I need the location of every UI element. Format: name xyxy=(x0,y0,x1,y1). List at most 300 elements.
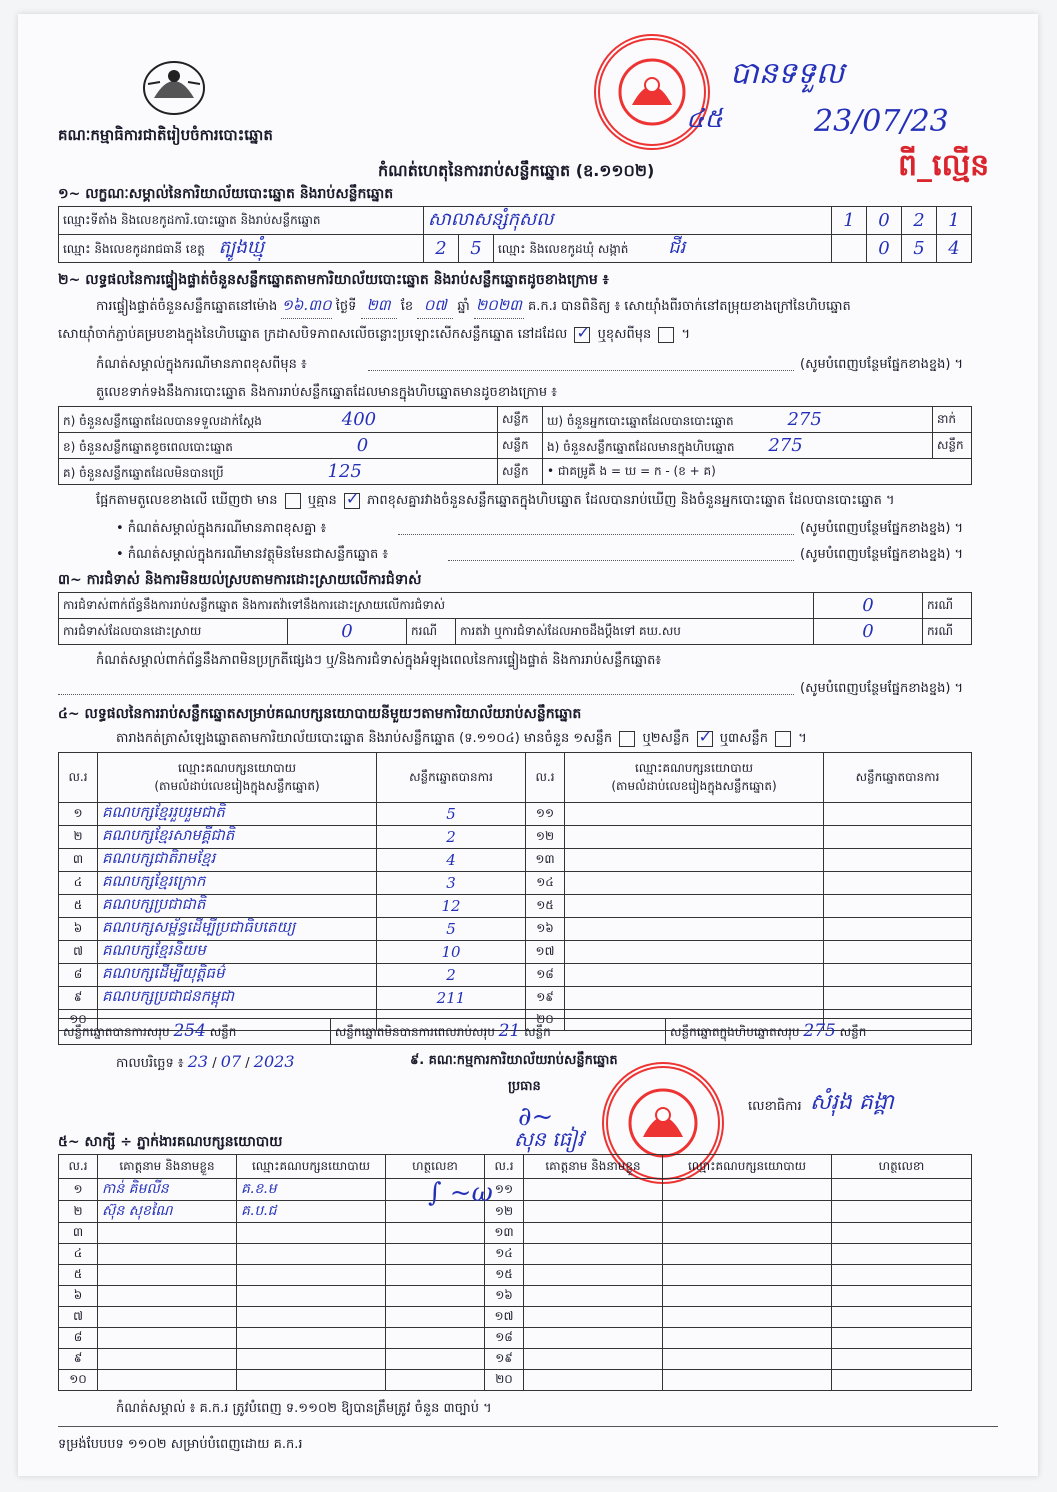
party-votes-right xyxy=(824,895,972,918)
w-col-no: ល.រ xyxy=(59,1155,98,1179)
witness-name-right xyxy=(524,1307,663,1328)
party-votes: 12 xyxy=(377,895,526,918)
s4-sum1-label: សន្លឹកឆ្នោតបានការសរុប xyxy=(63,1025,170,1039)
s2-bullet2: • កំណត់សម្គាល់ក្នុងករណីមានវត្ថុមិនមែនជាសន្លឹកឆ្នោត ៖ xyxy=(116,547,389,562)
s3-row2-value: 0 xyxy=(288,619,407,645)
s3-row2-unit: ករណី xyxy=(407,619,456,645)
witness-party xyxy=(237,1307,386,1328)
s4-date-year: 2023 xyxy=(253,1052,295,1071)
witness-party-right xyxy=(663,1179,832,1201)
s1-row2-label xyxy=(59,235,424,263)
s2-day: ២៣ xyxy=(361,296,397,319)
witness-sign xyxy=(386,1265,485,1286)
party-votes: 10 xyxy=(377,941,526,964)
s3-row2-value2: 0 xyxy=(814,619,923,645)
witness-party-right xyxy=(663,1349,832,1370)
section5-title: ៥~ សាក្សី ÷ ភ្នាក់ងារគណបក្សនយោបាយ xyxy=(58,1134,283,1150)
witness-no: ១០ xyxy=(59,1370,98,1391)
s4-intro-b: ឬ២សន្លឹក xyxy=(642,731,690,746)
witness-party xyxy=(237,1370,386,1391)
party-name-right xyxy=(565,918,824,941)
witness-sign-right xyxy=(832,1286,972,1307)
witness-party-right xyxy=(663,1201,832,1223)
witness-sign-right xyxy=(832,1349,972,1370)
w-col-sign-right: ហត្ថលេខា xyxy=(832,1155,972,1179)
party-name-right xyxy=(565,803,824,826)
witness-sign-right xyxy=(832,1328,972,1349)
party-votes-right xyxy=(824,987,972,1010)
witness-name xyxy=(98,1244,237,1265)
w-col-party-right: ឈ្មោះគណបក្សនយោបាយ xyxy=(663,1155,832,1179)
witness-sign xyxy=(386,1370,485,1391)
witness-row xyxy=(59,1349,972,1370)
s3-row2-unit2: ករណី xyxy=(923,619,972,645)
s2-gh-label: ឃ) ចំនួនអ្នកបោះឆ្នោតដែលបានបោះឆ្នោត xyxy=(547,413,734,428)
witness-sign-right xyxy=(832,1265,972,1286)
s2-compare-c: ភាពខុសគ្នារវាងចំនួនសន្លឹកឆ្នោតក្នុងហិបឆ្នោត ដែលបានរាប់ឃើញ និងចំនួនអ្នកបោះឆ្នោត ដែលបានបោះឆ្នោត ។ xyxy=(367,493,895,508)
s4-sum3-value: 275 xyxy=(803,1021,836,1041)
party-no: ៣ xyxy=(59,849,98,872)
witness-party: គ.ខ.ម xyxy=(237,1179,386,1201)
witness-party-right xyxy=(663,1286,832,1307)
party-name-right xyxy=(565,987,824,1010)
s4-sum3 xyxy=(666,1019,972,1045)
party-votes-right xyxy=(824,803,972,826)
witness-no-right: ១២ xyxy=(485,1201,524,1223)
s2-line2: សោយ៉ាំចាក់ភ្ជាប់គម្របខាងក្នុងនៃហិបឆ្នោត ក្រដាសបិទភាពសលើចន្លោះប្រឡោះសើកសន្លឹកឆ្នោត នៅដដែល ✓ ឬខុសពីមុន ។ xyxy=(58,326,690,345)
col-party xyxy=(98,753,377,803)
party-name-right xyxy=(565,941,824,964)
witness-name-right xyxy=(524,1201,663,1223)
form-title: កំណត់ហេតុនៃការរាប់សន្លឹកឆ្នោត (ឧ.១១០២) xyxy=(378,161,655,180)
witness-name: កាន់ គិមលីន xyxy=(98,1179,237,1201)
s3-row1-label: ការជំទាស់ពាក់ព័ន្ធនឹងការរាប់សន្លឹកឆ្នោត និងការតវ៉ាទៅនឹងការដោះស្រាយលើការជំទាស់ xyxy=(59,593,814,619)
footer-divider xyxy=(58,1426,998,1427)
party-no-right: ១៣ xyxy=(526,849,565,872)
party-no-right: ១៧ xyxy=(526,941,565,964)
stamp-emblem-icon xyxy=(627,1087,699,1159)
s1-code-digit: 2 xyxy=(902,207,937,235)
s2-ko-unit: សន្លឹក xyxy=(498,459,543,485)
party-votes-right xyxy=(824,826,972,849)
s2-row-kh xyxy=(59,433,498,459)
witness-no: ៥ xyxy=(59,1265,98,1286)
s2-line3: កំណត់សម្គាល់ក្នុងករណីមានភាពខុសពីមុន ៖ xyxy=(96,357,307,372)
s1-commune-label: ឈ្មោះ និងលេខកូដឃុំ សង្កាត់ xyxy=(498,242,629,256)
handwritten-received-date: 23/07/23 xyxy=(814,104,949,139)
witness-name xyxy=(98,1265,237,1286)
witness-name-right xyxy=(524,1179,663,1201)
s2-year: ២០២៣ xyxy=(474,296,524,319)
party-votes-right xyxy=(824,872,972,895)
witness-name xyxy=(98,1370,237,1391)
party-no-right: ១៥ xyxy=(526,895,565,918)
s1-empty-cell xyxy=(832,235,867,263)
witness-party-right xyxy=(663,1244,832,1265)
witness-row xyxy=(59,1307,972,1328)
s3-row1-unit: ករណី xyxy=(923,593,972,619)
party-votes: 5 xyxy=(377,918,526,941)
witness-no: ៣ xyxy=(59,1223,98,1244)
party-name: គណបក្សខ្មែរនិយម xyxy=(98,941,377,964)
s4-sum2 xyxy=(330,1019,665,1045)
s2-line1-b: ថ្ងៃទី xyxy=(335,299,357,314)
s4-sum1 xyxy=(59,1019,331,1045)
s2-row-ng xyxy=(543,433,933,459)
witness-table xyxy=(58,1154,972,1391)
s3-fill-note: (សូមបំពេញបន្ថែមផ្នែកខាងខ្នង) ។ xyxy=(800,681,964,696)
party-votes: 2 xyxy=(377,826,526,849)
witness-no-right: ២០ xyxy=(485,1370,524,1391)
s2-figures-table xyxy=(58,406,972,485)
s2-line3-dots xyxy=(368,370,794,371)
party-votes: 2 xyxy=(377,964,526,987)
col-party-right-sub: (តាមលំដាប់លេខរៀងក្នុងសន្លឹកឆ្នោត) xyxy=(611,778,777,793)
s4-intro-c: ឬ៣សន្លឹក xyxy=(719,731,768,746)
s1-code-digit: 1 xyxy=(937,207,972,235)
witness-no-right: ១៣ xyxy=(485,1223,524,1244)
witness-no: ៧ xyxy=(59,1307,98,1328)
party-name-right xyxy=(565,826,824,849)
witness-no: ៦ xyxy=(59,1286,98,1307)
section2-title: ២~ លទ្ធផលនៃការផ្ទៀងផ្ទាត់ចំនួនសន្លឹកឆ្នោតតាមការិយាល័យបោះឆ្នោត និងរាប់សន្លឹកឆ្នោតដូចខាងក្រោម ៖ xyxy=(58,272,609,288)
party-row xyxy=(59,941,972,964)
witness-sign xyxy=(386,1286,485,1307)
stamp-emblem-icon xyxy=(617,57,687,127)
s5-footnote: កំណត់សម្គាល់ ៖ គ.ក.រ ត្រូវបំពេញ ទ.១១០២ ឱ្យបានត្រឹមត្រូវ ចំនួន ៣ច្បាប់ ។ xyxy=(116,1401,492,1416)
s1-code-digit: 0 xyxy=(867,207,902,235)
s2-line1-d: ឆ្នាំ xyxy=(457,299,470,314)
s1-commune-cell xyxy=(494,235,832,263)
s2-month: ០៧ xyxy=(417,296,453,319)
two-sheet-checkbox[interactable] xyxy=(697,731,713,747)
s1-province-code-digit: 2 xyxy=(424,235,459,263)
witness-sign xyxy=(386,1349,485,1370)
witness-name-right xyxy=(524,1370,663,1391)
s2-gh-value: 275 xyxy=(787,408,822,430)
party-votes-right xyxy=(824,849,972,872)
s2-ng-value: 275 xyxy=(768,434,803,456)
witness-name-right xyxy=(524,1349,663,1370)
s2-line1-a: ការផ្ទៀងផ្ទាត់ចំនួនសន្លឹកឆ្នោតនៅម៉ោង xyxy=(96,299,278,314)
s2-row-ko xyxy=(59,459,498,485)
section1-title: ១~ លក្ខណៈសម្គាល់នៃការិយាល័យបោះឆ្នោត និងរាប់សន្លឹកឆ្នោត xyxy=(58,186,394,202)
s2-line4: តួលេខទាក់ទងនឹងការបោះឆ្នោត និងការរាប់សន្លឹកឆ្នោតដែលមានក្នុងហិបឆ្នោតមានដូចខាងក្រោម ៖ xyxy=(96,385,557,400)
witness-row xyxy=(59,1286,972,1307)
secretary-label: លេខាធិការ xyxy=(748,1099,802,1114)
witness-party: គ.ប.ជ xyxy=(237,1201,386,1223)
s1-province-name: ត្បូងឃ្មុំ xyxy=(218,237,264,258)
witness-party-right xyxy=(663,1328,832,1349)
party-name-right xyxy=(565,849,824,872)
party-votes-right xyxy=(824,918,972,941)
witness-sign-right xyxy=(832,1201,972,1223)
s2-bullet1-dots xyxy=(398,534,794,535)
witness-name-right xyxy=(524,1244,663,1265)
s3-row2-label2: ការតវ៉ា ឬការជំទាស់ដែលអាចដឹងប្តឹងទៅ គឃ.សប xyxy=(456,619,814,645)
s2-fill-note3: (សូមបំពេញបន្ថែមផ្នែកខាងខ្នង) ។ xyxy=(800,547,964,562)
witness-no-right: ១៩ xyxy=(485,1349,524,1370)
party-results-table xyxy=(58,752,972,1031)
party-votes-right xyxy=(824,964,972,987)
party-name: គណបក្សសម្ព័ន្ធដើម្បីប្រជាធិបតេយ្យ xyxy=(98,918,377,941)
s4-summary-table xyxy=(58,1018,972,1045)
witness-sign-right xyxy=(832,1244,972,1265)
party-no: ៦ xyxy=(59,918,98,941)
col-votes-right: សន្លឹកឆ្នោតបានការ xyxy=(824,753,972,803)
s1-commune-code-digit: 0 xyxy=(867,235,902,263)
witness-row xyxy=(59,1244,972,1265)
s4-date-month: 07 xyxy=(220,1052,242,1071)
s2-row-k xyxy=(59,407,498,433)
w-col-no-right: ល.រ xyxy=(485,1155,524,1179)
witness-party-right xyxy=(663,1223,832,1244)
s3-row1-value: 0 xyxy=(814,593,923,619)
party-name-right xyxy=(565,872,824,895)
witness-party xyxy=(237,1265,386,1286)
has-difference-checkbox[interactable] xyxy=(285,493,301,509)
s2-line1-c: ខែ xyxy=(400,299,414,314)
party-no-right: ១២ xyxy=(526,826,565,849)
witness-sign-right xyxy=(832,1307,972,1328)
s3-row2-label: ការជំទាស់ដែលបានដោះស្រាយ xyxy=(59,619,288,645)
same-checkbox[interactable] xyxy=(574,327,590,343)
chair-name: សុន ធៀវ xyxy=(514,1127,584,1151)
s4-sum2-value: 21 xyxy=(498,1021,521,1041)
party-row xyxy=(59,826,972,849)
party-no-right: ១៤ xyxy=(526,872,565,895)
witness-sign xyxy=(386,1244,485,1265)
s4-date-day: 23 xyxy=(187,1052,209,1071)
s2-fill-note: (សូមបំពេញបន្ថែមផ្នែកខាងខ្នង) ។ xyxy=(800,357,964,372)
s2-k-unit: សន្លឹក xyxy=(498,407,543,433)
witness-party-right xyxy=(663,1265,832,1286)
chair-signature: ∂~ xyxy=(518,1102,554,1132)
section3-title: ៣~ ការជំទាស់ និងការមិនយល់ស្របតាមការដោះស្រាយលើការជំទាស់ xyxy=(58,572,422,588)
section4-title: ៤~ លទ្ធផលនៃការរាប់សន្លឹកឆ្នោតសម្រាប់គណបក្សនយោបាយនីមួយៗតាមការិយាល័យរាប់សន្លឹកឆ្នោត xyxy=(58,706,582,722)
s2-compare-b: ឬគ្មាន xyxy=(307,493,337,508)
s4-sum3-label: សន្លឹកឆ្នោតក្នុងហិបឆ្នោតសរុប xyxy=(670,1025,800,1039)
party-name: គណបក្សដើម្បីយុត្តិធម៌ xyxy=(98,964,377,987)
s1-province-code-digit: 5 xyxy=(459,235,494,263)
party-votes: 211 xyxy=(377,987,526,1010)
witness-party xyxy=(237,1286,386,1307)
witness-no-right: ១៥ xyxy=(485,1265,524,1286)
witness-name-right xyxy=(524,1265,663,1286)
s2-formula: • ជាគម្រូគឺ ង = ឃ = ក - (ខ + គ) xyxy=(543,459,972,485)
witness-row xyxy=(59,1223,972,1244)
party-row xyxy=(59,918,972,941)
witness-rows xyxy=(59,1179,972,1391)
col-party-right xyxy=(565,753,824,803)
witness-party xyxy=(237,1244,386,1265)
party-votes: 4 xyxy=(377,849,526,872)
section1-table xyxy=(58,206,972,263)
party-votes: 5 xyxy=(377,803,526,826)
witness-sign-right xyxy=(832,1223,972,1244)
witness-no: ៨ xyxy=(59,1328,98,1349)
party-row xyxy=(59,803,972,826)
witness-name xyxy=(98,1223,237,1244)
witness-name-right xyxy=(524,1328,663,1349)
s2-kh-value: 0 xyxy=(356,434,369,456)
witness-signatures: ∫ ~ω xyxy=(428,1178,493,1208)
party-name: គណបក្សជាតិរាមខ្មែរ xyxy=(98,849,377,872)
party-no-right: ១៩ xyxy=(526,987,565,1010)
col-votes: សន្លឹកឆ្នោតបានការ xyxy=(377,753,526,803)
witness-party xyxy=(237,1349,386,1370)
party-no: ៩ xyxy=(59,987,98,1010)
witness-name: ស៊ុន សុខណៃ xyxy=(98,1201,237,1223)
s2-time: ១៦.៣០ xyxy=(281,296,331,319)
s1-code-digit: 1 xyxy=(832,207,867,235)
s2-bullet1: • កំណត់សម្គាល់ក្នុងករណីមានភាពខុសគ្នា ៖ xyxy=(116,521,327,536)
witness-row xyxy=(59,1201,972,1223)
party-no: ១០ xyxy=(59,1010,98,1031)
s4-date: កាលបរិច្ឆេទ ៖ 23 / 07 / 2023 xyxy=(116,1052,295,1071)
witness-sign xyxy=(386,1328,485,1349)
party-name-right xyxy=(565,964,824,987)
party-no-right: ២០ xyxy=(526,1010,565,1031)
w-col-name-right: គោត្តនាម និងនាមខ្លួន xyxy=(524,1155,663,1179)
witness-sign xyxy=(386,1223,485,1244)
witness-row xyxy=(59,1179,972,1201)
red-marking: ពី_ល្មើន xyxy=(898,148,990,183)
col-no: ល.រ xyxy=(59,753,98,803)
witness-no: ៩ xyxy=(59,1349,98,1370)
s4-sum1-unit: សន្លឹក xyxy=(209,1025,237,1039)
party-no-right: ១៨ xyxy=(526,964,565,987)
party-no: ១ xyxy=(59,803,98,826)
witness-no-right: ១៨ xyxy=(485,1328,524,1349)
handwritten-received: បានទទួល xyxy=(730,56,845,91)
party-no-right: ១៦ xyxy=(526,918,565,941)
document-page xyxy=(18,14,1038,1476)
s4-date-label: កាលបរិច្ឆេទ ៖ xyxy=(116,1056,184,1071)
s1-commune-name: ជីរ xyxy=(668,237,686,258)
party-row xyxy=(59,895,972,918)
party-row xyxy=(59,849,972,872)
col-party-sub: (តាមលំដាប់លេខរៀងក្នុងសន្លឹកឆ្នោត) xyxy=(154,778,320,793)
party-row xyxy=(59,872,972,895)
s2-kh-label: ខ) ចំនួនសន្លឹកឆ្នោតខូចពេលបោះឆ្នោត xyxy=(63,439,233,454)
s2-k-label: ក) ចំនួនសន្លឹកឆ្នោតដែលបានទទួលដាក់ស្តែង xyxy=(63,413,262,428)
s2-ng-unit: សន្លឹក xyxy=(933,433,972,459)
party-votes-right xyxy=(824,941,972,964)
w-col-party: ឈ្មោះគណបក្សនយោបាយ xyxy=(237,1155,386,1179)
s2-line1-e: គ.ក.រ បានពិនិត្យ ៖ សោយ៉ាំងពីរចាក់នៅតម្រុយខាងក្រៅនៃហិបឆ្នោត xyxy=(528,299,851,314)
witness-name-right xyxy=(524,1223,663,1244)
party-votes: 3 xyxy=(377,872,526,895)
s2-ng-label: ង) ចំនួនសន្លឹកឆ្នោតដែលមានក្នុងហិបឆ្នោត xyxy=(547,439,735,454)
s1-commune-code-digit: 4 xyxy=(937,235,972,263)
party-no: ៤ xyxy=(59,872,98,895)
s2-compare-a: ផ្អែកតាមតួលេខខាងលើ ឃើញថា មាន xyxy=(96,493,278,508)
s3-note: កំណត់សម្គាល់ពាក់ព័ន្ធនឹងភាពមិនប្រក្រតីផ្សេងៗ ឬ/និងការជំទាស់ក្នុងអំឡុងពេលនៃការផ្ទៀងផ្ទាត់ និងការរាប់សន្លឹកឆ្នោត៖ xyxy=(96,653,662,668)
party-name: គណបក្សប្រជាជាតិ xyxy=(98,895,377,918)
col-no-right: ល.រ xyxy=(526,753,565,803)
witness-sign-right xyxy=(832,1179,972,1201)
s2-line2-text: សោយ៉ាំចាក់ភ្ជាប់គម្របខាងក្នុងនៃហិបឆ្នោត ក្រដាសបិទភាពសលើចន្លោះប្រឡោះសើកសន្លឹកឆ្នោត នៅដដែល xyxy=(58,327,568,342)
witness-name xyxy=(98,1349,237,1370)
party-no-right: ១១ xyxy=(526,803,565,826)
witness-party xyxy=(237,1328,386,1349)
w-col-sign: ហត្ថលេខា xyxy=(386,1155,485,1179)
party-no: ៥ xyxy=(59,895,98,918)
chair-label: ប្រធាន xyxy=(508,1079,541,1094)
org-name: គណៈកម្មាធិការជាតិរៀបចំការបោះឆ្នោត xyxy=(58,126,273,144)
s4-sum1-value: 254 xyxy=(173,1021,206,1041)
s4-intro: តារាងកត់ត្រាសំឡេងឆ្នោតតាមការិយាល័យបោះឆ្នោត និងរាប់សន្លឹកឆ្នោត (ទ.១១០៤) មានចំនួន ១សន្លឹក ឬ២សន្លឹក ✓ ឬ៣សន្លឹក ។ xyxy=(116,730,807,749)
party-rows xyxy=(59,803,972,1031)
col-party-right-label: ឈ្មោះគណបក្សនយោបាយ xyxy=(634,760,754,775)
secretary-name: សំរុង គង្គា xyxy=(810,1090,894,1115)
s4-intro-text: តារាងកត់ត្រាសំឡេងឆ្នោតតាមការិយាល័យបោះឆ្នោត និងរាប់សន្លឹកឆ្នោត (ទ.១១០៤) មានចំនួន ១សន្លឹក xyxy=(116,731,613,746)
form-footer: ទម្រង់បែបបទ ១១០២ សម្រាប់បំពេញដោយ គ.ក.រ xyxy=(58,1437,303,1452)
s2-kh-unit: សន្លឹក xyxy=(498,433,543,459)
witness-name xyxy=(98,1286,237,1307)
party-name-right xyxy=(565,895,824,918)
s2-fill-note2: (សូមបំពេញបន្ថែមផ្នែកខាងខ្នង) ។ xyxy=(800,521,964,536)
w-col-name: គោត្តនាម និងនាមខ្លួន xyxy=(98,1155,237,1179)
s2-k-value: 400 xyxy=(341,408,377,430)
party-no: ៨ xyxy=(59,964,98,987)
witness-row xyxy=(59,1328,972,1349)
witness-no-right: ១៤ xyxy=(485,1244,524,1265)
s4-sum2-label: សន្លឹកឆ្នោតមិនបានការពេលរាប់សរុប xyxy=(334,1025,495,1039)
s4-sum3-unit: សន្លឹក xyxy=(839,1025,867,1039)
s4-sum2-unit: សន្លឹក xyxy=(524,1025,551,1039)
s2-line1 xyxy=(96,296,851,319)
s1-row1-label: ឈ្មោះទីតាំង និងលេខកូដការិ.បោះឆ្នោត និងរាប់សន្លឹកឆ្នោត xyxy=(59,207,424,235)
witness-no-right: ១៦ xyxy=(485,1286,524,1307)
s2-row-gh xyxy=(543,407,933,433)
s2-compare xyxy=(96,492,996,511)
s2-line2-b: ឬខុសពីមុន xyxy=(597,327,652,342)
nec-emblem-icon xyxy=(140,54,208,118)
one-sheet-checkbox[interactable] xyxy=(619,731,635,747)
witness-no: ២ xyxy=(59,1201,98,1223)
three-sheet-checkbox[interactable] xyxy=(775,731,791,747)
section3-table xyxy=(58,592,972,645)
party-name: គណបក្សខ្មែររួបរួមជាតិ xyxy=(98,803,377,826)
witness-sign xyxy=(386,1307,485,1328)
s2-bullet2-dots xyxy=(448,560,794,561)
s2-gh-unit: នាក់ xyxy=(933,407,972,433)
party-row xyxy=(59,964,972,987)
different-checkbox[interactable] xyxy=(658,327,674,343)
no-difference-checkbox[interactable] xyxy=(344,493,360,509)
witness-party-right xyxy=(663,1307,832,1328)
witness-name xyxy=(98,1328,237,1349)
party-row xyxy=(59,987,972,1010)
s1-station-name: សាលាសន្សំកុសល xyxy=(424,207,832,235)
party-no: ២ xyxy=(59,826,98,849)
party-name: គណបក្សប្រជាជនកម្ពុជា xyxy=(98,987,377,1010)
s3-note-dots xyxy=(58,694,794,695)
witness-sign-right xyxy=(832,1370,972,1391)
witness-row xyxy=(59,1370,972,1391)
col-party-label: ឈ្មោះគណបក្សនយោបាយ xyxy=(177,760,297,775)
witness-party xyxy=(237,1223,386,1244)
witness-name-right xyxy=(524,1286,663,1307)
s4-committee: ៩. គណៈកម្មការការិយាល័យរាប់សន្លឹកឆ្នោត xyxy=(410,1053,618,1068)
handwritten-number: ៤៥ xyxy=(686,104,723,134)
s2-ko-value: 125 xyxy=(327,460,362,482)
witness-row xyxy=(59,1265,972,1286)
party-no: ៧ xyxy=(59,941,98,964)
witness-no: ៤ xyxy=(59,1244,98,1265)
